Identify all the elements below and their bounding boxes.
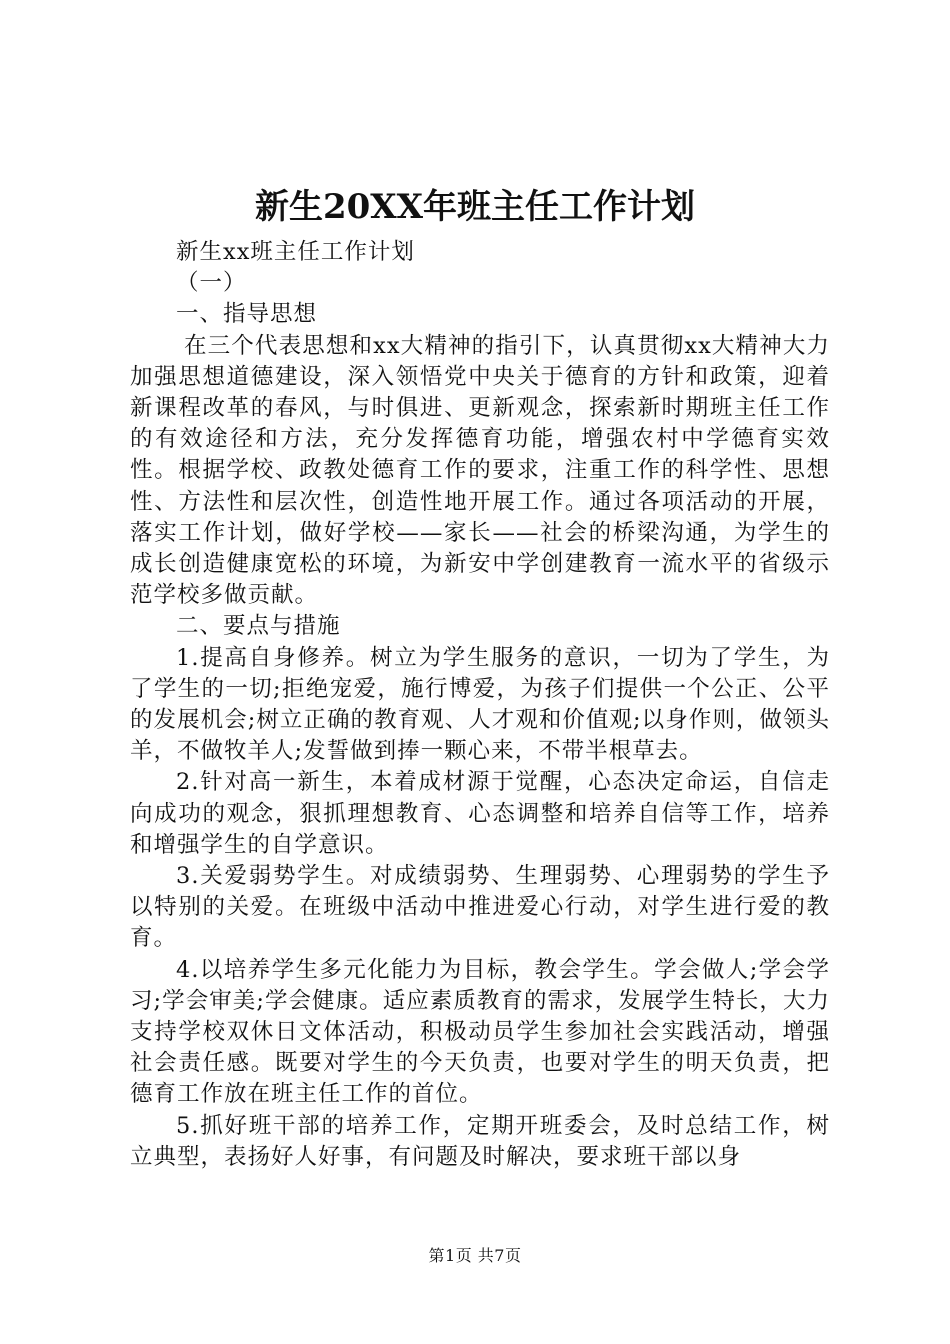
- paragraph-guiding-thought: 在三个代表思想和xx大精神的指引下，认真贯彻xx大精神大力加强思想道德建设，深入领悟党中央关于德育的方针和政策，迎着新课程改革的春风，与时俱进、更新观念，探索新时期班主任工作的有效途径和方法，充分发挥德育功能，增强农村中学德育实效性。根据学校、政教处德育工作的要求，注重工作的科学性、思想性、方法性和层次性，创造性地开展工作。通过各项活动的开展，落实工作计划，做好学校——家长——社会的桥梁沟通，为学生的成长创造健康宽松的环境，为新安中学创建教育一流水平的省级示范学校多做贡献。: [130, 332, 830, 609]
- section-marker: （一）: [176, 270, 247, 297]
- paragraph-point-2: 2.针对高一新生，本着成材源于觉醒，心态决定命运，自信走向成功的观念，狠抓理想教育、心态调整和培养自信等工作，培养和增强学生的自学意识。: [130, 769, 830, 858]
- document-body: [130, 237, 830, 1173]
- section-heading-guiding-thought: 一、指导思想: [176, 301, 318, 328]
- paragraph-point-3: 3.关爱弱势学生。对成绩弱势、生理弱势、心理弱势的学生予以特别的关爱。在班级中活动中推进爱心行动，对学生进行爱的教育。: [130, 863, 830, 952]
- document-title: 新生20XX年班主任工作计划: [254, 187, 696, 227]
- page-footer: 第1页 共7页: [428, 1246, 522, 1265]
- section-heading-key-points: 二、要点与措施: [176, 613, 341, 640]
- paragraph-point-5: 5.抓好班干部的培养工作，定期开班委会，及时总结工作，树立典型，表扬好人好事，有问题及时解决，要求班干部以身: [130, 1112, 830, 1170]
- document-subtitle: 新生xx班主任工作计划: [176, 239, 415, 265]
- paragraph-point-1: 1.提高自身修养。树立为学生服务的意识，一切为了学生，为了学生的一切;拒绝宠爱，施行博爱，为孩子们提供一个公正、公平的发展机会;树立正确的教育观、人才观和价值观;以身作则，做领头羊，不做牧羊人;发誓做到捧一颗心来，不带半根草去。: [130, 644, 830, 765]
- paragraph-point-4: 4.以培养学生多元化能力为目标，教会学生。学会做人;学会学习;学会审美;学会健康。适应素质教育的需求，发展学生特长，大力支持学校双休日文体活动，积极动员学生参加社会实践活动，增强社会责任感。既要对学生的今天负责，也要对学生的明天负责，把德育工作放在班主任工作的首位。: [130, 956, 830, 1108]
